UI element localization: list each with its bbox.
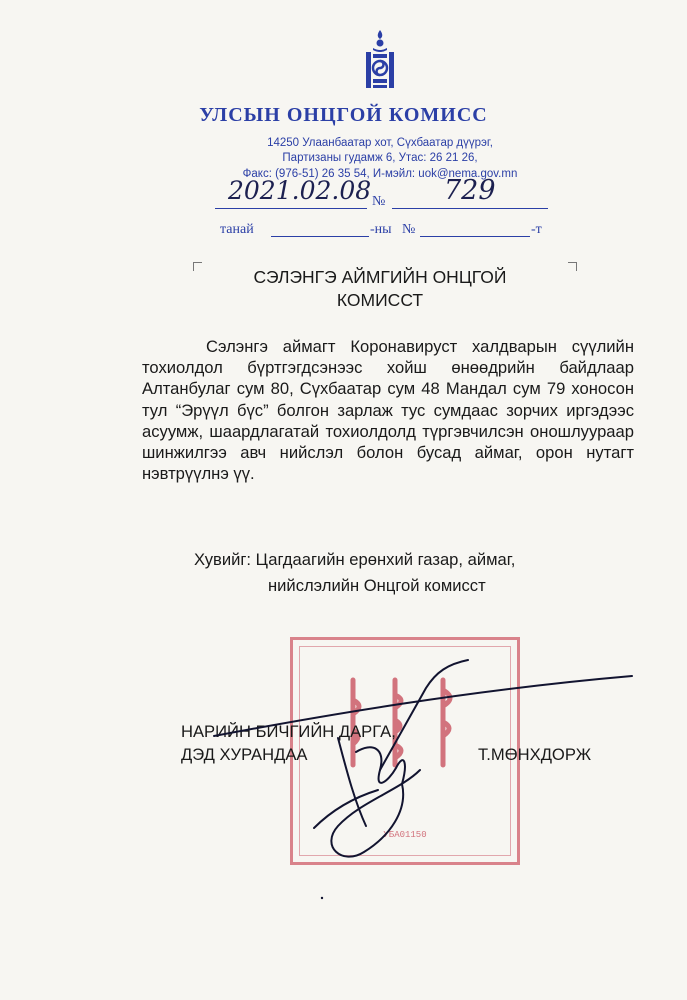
letter-body: Сэлэнгэ аймагт Коронавируст халдварын сүүлийн тохиолдол бүртгэгдсэнээс хойш өнөөдрийн байдлаар Алтанбулаг сум 80, Сүхбаатар сум 48 Мандал сум 79 хоносон тул “Эрүүл бүс” болгон зарлаж тус сумдаас зорчих иргэдээс асуумж, шаардлагатай тохиолдолд түргэвчилсэн оношлуураар шинжилгээ авч нийслэл болон бусад аймаг, орон нутагт нэвтрүүлнэ үү. [142, 337, 634, 484]
addressee-line: СЭЛЭНГЭ АЙМГИЙН ОНЦГОЙ [253, 267, 507, 287]
copy-recipients-line: Хувийг: Цагдаагийн ерөнхий газар, аймаг, [194, 550, 516, 569]
signer-rank: ДЭД ХУРАНДАА [181, 745, 308, 764]
number-label: № [372, 194, 386, 209]
your-date-underline [271, 236, 369, 237]
copy-recipients-line: нийслэлийн Онцгой комисст [268, 576, 486, 595]
address-line: 14250 Улаанбаатар хот, Сүхбаатар дүүрэг, [267, 137, 493, 149]
your-reference-label: танай [220, 222, 254, 237]
address-line: Партизаны гудамж 6, Утас: 26 21 26, [282, 152, 478, 164]
signer-position: НАРИЙН БИЧГИЙН ДАРГА, [181, 722, 396, 741]
number-underline [392, 208, 548, 209]
organization-title: УЛСЫН ОНЦГОЙ КОМИСС [199, 104, 488, 126]
your-number-underline [420, 236, 530, 237]
addressee-corner-right [568, 262, 577, 271]
your-reference-suffix: -ны [370, 222, 392, 237]
addressee-line: КОМИССТ [336, 290, 424, 310]
handwritten-number: 729 [444, 175, 496, 206]
signer-name: Т.МӨНХДОРЖ [478, 745, 592, 764]
date-underline [215, 208, 367, 209]
your-reference-end: -т [531, 222, 542, 237]
handwritten-date: 2021.02.08 [228, 176, 372, 205]
your-number-label: № [402, 222, 416, 237]
stamp-serial: УБА01150 [383, 830, 427, 840]
soyombo-emblem-icon [362, 28, 398, 92]
contact-line: Факс: (976-51) 26 35 54, И-мэйл: uok@nema.gov.mn [242, 168, 518, 180]
addressee-corner-left [193, 262, 202, 271]
